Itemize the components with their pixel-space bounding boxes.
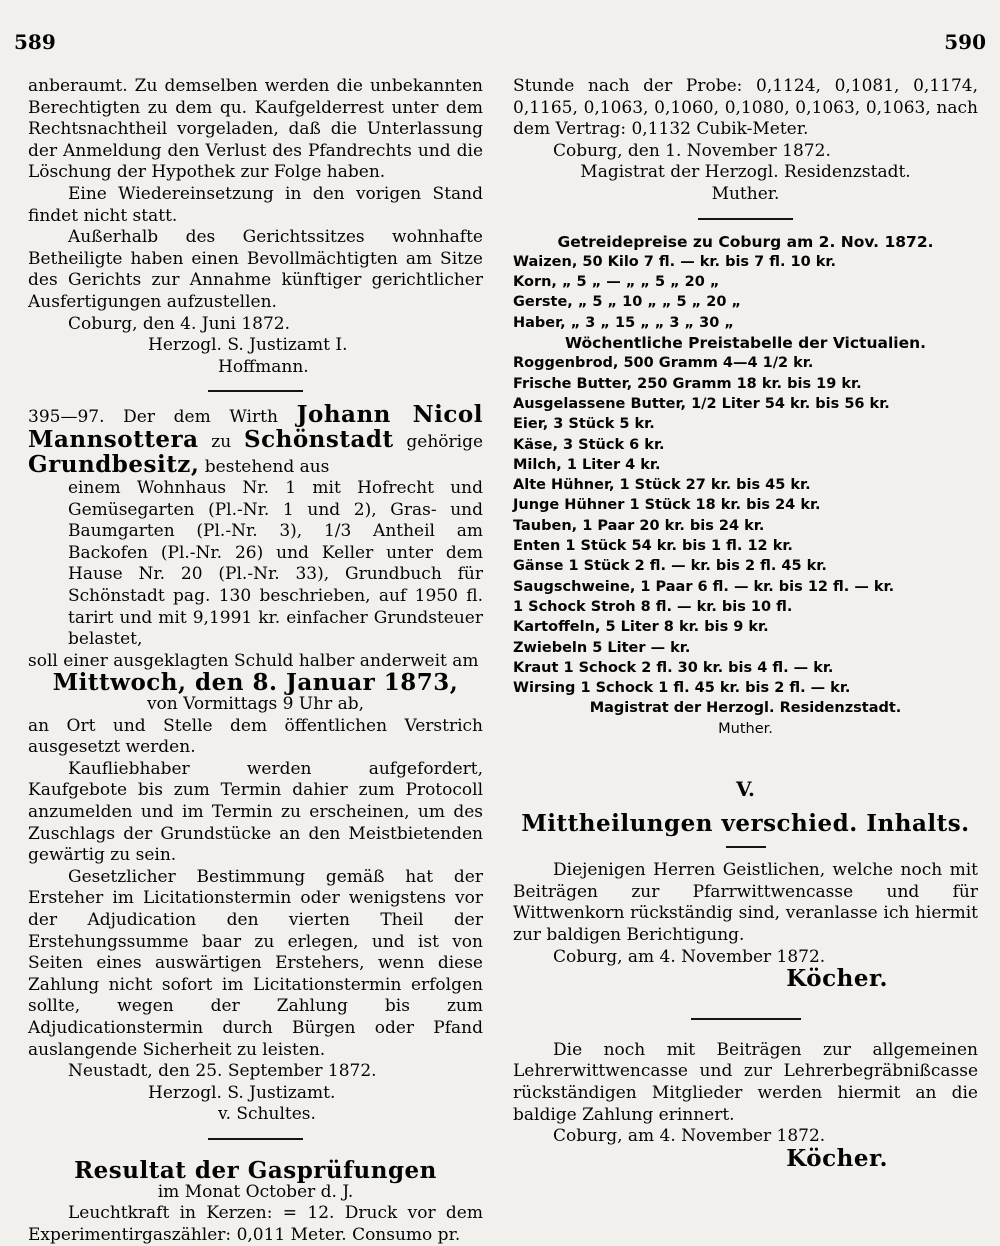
auction-place: an Ort und Stelle dem öffentlichen Verstrich ausgesetzt werden. [28, 715, 483, 758]
grain-row: Gerste, „ 5 „ 10 „ „ 5 „ 20 „ [513, 294, 741, 311]
office-4: Magistrat der Herzogl. Residenzstadt. [589, 700, 902, 717]
place-date-2: Neustadt, den 25. September 1872. [68, 1061, 377, 1082]
place-date-6: Coburg, am 4. November 1872. [553, 1126, 826, 1147]
price-row: Ausgelassene Butter, 1/2 Liter 54 kr. bis 56 kr. [513, 395, 890, 412]
place-date-3: Coburg, den 1. November 1872. [553, 140, 831, 161]
buyers-paragraph: Kaufliebhaber werden aufgefordert, Kaufgebote bis zum Termin dahier zum Protocoll anzumelden und im Termin zu erscheinen, um des Zuschlags der Grundstücke an den Meistbietenden gewärtig zu sein. [28, 758, 483, 866]
signature-2: v. Schultes. [218, 1104, 316, 1125]
auction-intro: 395—97. Der dem Wirth Johann Nicol Mannsottera zu Schönstadt gehörige Grundbesitz, bestehend aus [28, 401, 484, 478]
price-row: Roggenbrod, 500 Gramm 4—4 1/2 kr. [513, 355, 814, 372]
price-row: Käse, 3 Stück 6 kr. [513, 436, 665, 453]
notice-2: Die noch mit Beiträgen zur allgemeinen Lehrerwittwencasse und zur Lehrerbegräbnißcasse rückständigen Mitglieder werden hiermit an die baldige Zahlung erinnert. [513, 1039, 978, 1125]
signature-1: Hoffmann. [218, 356, 309, 377]
price-row: Wirsing 1 Schock 1 fl. 45 kr. bis 2 fl. — kr. [513, 680, 851, 697]
grain-row: Waizen, 50 Kilo 7 fl. — kr. bis 7 fl. 10 kr. [513, 253, 837, 270]
grain-row: Haber, „ 3 „ 15 „ „ 3 „ 30 „ [513, 314, 734, 331]
price-row: Frische Butter, 250 Gramm 18 kr. bis 19 kr. [513, 375, 862, 392]
auction-time: von Vormittags 9 Uhr ab, [146, 694, 365, 715]
section-title: Mittheilungen verschied. Inhalts. [521, 809, 970, 837]
gas-text: Leuchtkraft in Kerzen: = 12. Druck vor dem Experimentirgaszähler: 0,011 Meter. Consumo pr. [28, 1203, 483, 1245]
grain-row: Korn, „ 5 „ — „ „ 5 „ 20 „ [513, 274, 720, 291]
price-row: Eier, 3 Stück 5 kr. [513, 416, 655, 433]
price-row: 1 Schock Stroh 8 fl. — kr. bis 10 fl. [513, 598, 793, 615]
reinstatement-paragraph: Eine Wiedereinsetzung in den vorigen Stand findet nicht statt. [28, 183, 483, 226]
summons-paragraph: anberaumt. Zu demselben werden die unbekannten Berechtigten zu dem qu. Kaufgelderrest unter dem Rechtsnachtheil vorgeladen, daß die Unterlassung der Anmeldung den Verlust des Pfandrechts und die Löschung der Hypothek zur Folge haben. [28, 76, 483, 183]
price-row: Kraut 1 Schock 2 fl. 30 kr. bis 4 fl. — kr. [513, 659, 834, 676]
representative-paragraph: Außerhalb des Gerichtssitzes wohnhafte Betheiligte haben einen Bevollmächtigten am Sitze des Gerichts zur Annahme künftiger gerichtlicher Ausfertigungen aufzustellen. [28, 227, 483, 312]
gas-title: Resultat der Gasprüfungen [74, 1156, 437, 1184]
price-row: Saugschweine, 1 Paar 6 fl. — kr. bis 12 fl. — kr. [513, 578, 895, 595]
grain-prices [513, 232, 978, 739]
auction-date: Mittwoch, den 8. Januar 1873, [52, 669, 459, 697]
section-number: V. [736, 776, 755, 801]
price-row: Milch, 1 Liter 4 kr. [513, 456, 661, 473]
property-description: einem Wohnhaus Nr. 1 mit Hofrecht und Gemüsegarten (Pl.-Nr. 1 und 2), Gras- und Baumgarten (Pl.-Nr. 3), 1/3 Antheil am Backofen (Pl.-Nr. 26) und Keller unter dem Hause Nr. 20 (Pl.-Nr. 33), Grundbuch für Schönstadt pag. 130 beschrieben, auf 1950 fl. tarirt und mit 9,1991 kr. einfacher Grundsteuer belastet, [68, 478, 483, 650]
place-date-1: Coburg, den 4. Juni 1872. [68, 313, 291, 334]
right-column [513, 76, 978, 1172]
price-row: Junge Hühner 1 Stück 18 kr. bis 24 kr. [513, 497, 821, 514]
signature-5: Köcher. [786, 965, 888, 993]
price-row: Gänse 1 Stück 2 fl. — kr. bis 2 fl. 45 kr. [513, 558, 827, 575]
page-number-left: 589 [14, 30, 56, 54]
weekly-title: Wöchentliche Preistabelle der Victualien. [564, 334, 927, 353]
price-row: Alte Hühner, 1 Stück 27 kr. bis 45 kr. [513, 477, 811, 494]
signature-6: Köcher. [786, 1144, 888, 1172]
left-column [28, 76, 483, 1246]
notice-1: Diejenigen Herren Geistlichen, welche noch mit Beiträgen zur Pfarrwittwencasse und für Wittwenkorn rückständig sind, veranlasse ich hiermit zur baldigen Berichtigung. [513, 860, 978, 945]
price-row: Kartoffeln, 5 Liter 8 kr. bis 9 kr. [513, 619, 769, 636]
office-1: Herzogl. S. Justizamt I. [148, 335, 348, 356]
grain-title: Getreidepreise zu Coburg am 2. Nov. 1872. [557, 232, 934, 251]
signature-4: Muther. [718, 720, 773, 737]
auction-line: soll einer ausgeklagten Schuld halber anderweit am [28, 650, 479, 671]
office-2: Herzogl. S. Justizamt. [148, 1082, 336, 1103]
price-row: Enten 1 Stück 54 kr. bis 1 fl. 12 kr. [513, 538, 793, 555]
price-row: Zwiebeln 5 Liter — kr. [513, 639, 691, 656]
page-number-right: 590 [944, 30, 986, 54]
place-date-5: Coburg, am 4. November 1872. [553, 946, 826, 967]
gas-subtitle: im Monat October d. J. [157, 1181, 354, 1202]
price-row: Tauben, 1 Paar 20 kr. bis 24 kr. [513, 517, 765, 534]
office-3: Magistrat der Herzogl. Residenzstadt. [580, 162, 911, 183]
gas-continuation: Stunde nach der Probe: 0,1124, 0,1081, 0,1174, 0,1165, 0,1063, 0,1060, 0,1080, 0,1063, 0,1063, nach dem Vertrag: 0,1132 Cubik-Meter. [513, 76, 978, 140]
signature-3: Muther. [711, 183, 780, 204]
law-paragraph: Gesetzlicher Bestimmung gemäß hat der Ersteher im Licitationstermin oder wenigstens vor der Adjudication den vierten Theil der Erstehungssumme baar zu erlegen, und ist von Seiten eines auswärtigen Erstehers, wenn diese Zahlung nicht sofort im Licitationstermin erfolgen sollte, wegen der Zahlung bis zum Adjudicationstermin durch Bürgen oder Pfand auslangende Sicherheit zu leisten. [28, 866, 483, 1060]
